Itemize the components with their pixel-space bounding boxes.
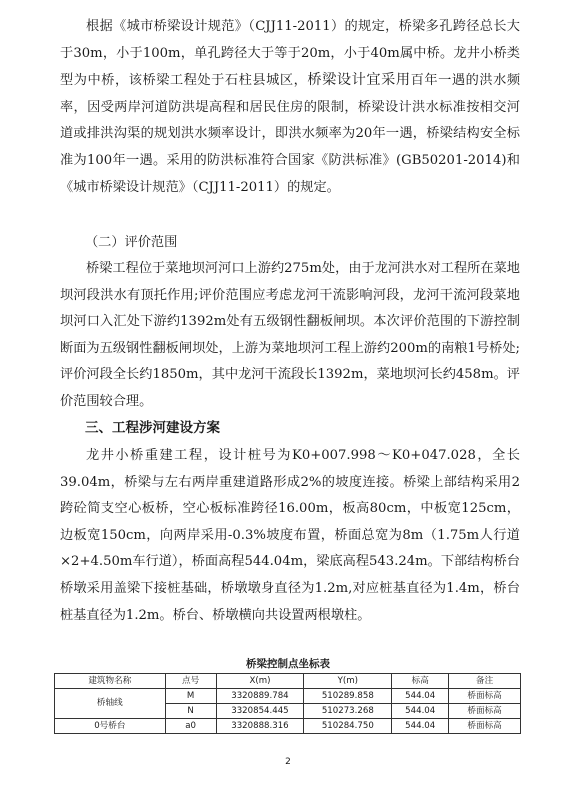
cell-elevation: 544.04 bbox=[392, 719, 449, 734]
cell-point: N bbox=[165, 704, 216, 719]
cell-point: M bbox=[165, 689, 216, 704]
header-building-name: 建筑物名称 bbox=[55, 674, 166, 689]
cell-y: 510289.858 bbox=[304, 689, 392, 704]
cell-x: 3320854.445 bbox=[216, 704, 304, 719]
section-heading: 三、工程涉河建设方案 bbox=[85, 420, 220, 436]
cell-elevation: 544.04 bbox=[392, 689, 449, 704]
cell-note: 桥面标高 bbox=[449, 689, 521, 704]
header-elevation: 标高 bbox=[392, 674, 449, 689]
cell-building-name: 0号桥台 bbox=[55, 719, 166, 734]
cell-x: 3320888.316 bbox=[216, 719, 304, 734]
table-row bbox=[55, 689, 521, 704]
cell-note: 桥面标高 bbox=[449, 719, 521, 734]
cell-elevation: 544.04 bbox=[392, 704, 449, 719]
paragraph-flood-standard-text-2: 百年一遇的洪水频率，因受两岸河道防洪堤高程和居民住房的限制，桥梁设计洪水标准按相交河道或排洪沟渠的规划洪水频率设计，即洪水频率为20年一遇，桥梁结构安全标准为100年一遇。采用的防洪标准符合国家《防洪标准》(GB50201-2014)和《城市桥梁设计规范》（CJJ11-2011）的规定。 bbox=[60, 73, 521, 195]
header-note: 备注 bbox=[449, 674, 521, 689]
table-title: 桥梁控制点坐标表 bbox=[246, 658, 330, 670]
cell-x: 3320889.784 bbox=[216, 689, 304, 704]
paragraph-flood-standard bbox=[60, 14, 520, 201]
header-point: 点号 bbox=[165, 674, 216, 689]
page-number: 2 bbox=[285, 757, 291, 767]
cell-note: 桥面标高 bbox=[449, 704, 521, 719]
control-point-table bbox=[54, 673, 521, 734]
table-header-row bbox=[55, 674, 521, 689]
paragraph-construction-plan: 龙井小桥重建工程，设计桩号为K0+007.998～K0+047.028，全长39.04m，桥梁与左右两岸重建道路形成2%的坡度连接。桥梁上部结构采用2跨砼简支空心板桥，空心板标准跨径16.00m，板高80cm，中板宽125cm，边板宽150cm，向两岸采用-0.3%坡度布置，桥面总宽为8m（1.75m人行道×2+4.50m车行道），桥面高程544.04m，梁底高程543.24m。下部结构桥台桥墩采用盖梁下接桩基础，桥墩墩身直径为1.2m,对应桩基直径为1.4m，桥台桩基直径为1.2m。桥台、桥墩横向共设置两根墩柱。 bbox=[60, 448, 520, 623]
paragraph-flood-standard-highlight: 桥梁设计宜采用 bbox=[307, 72, 411, 89]
header-y: Y(m) bbox=[304, 674, 392, 689]
cell-point: a0 bbox=[165, 719, 216, 734]
paragraph-flood-standard-text-1: 根据《城市桥梁设计规范》（CJJ11-2011）的规定，桥梁多孔跨径总长大于30m，小于100m，单孔跨径大于等于20m，小于40m属中桥。龙井小桥类型为中桥，该桥梁工程处于石柱县城区， bbox=[60, 19, 520, 89]
table-row bbox=[55, 719, 521, 734]
cell-group-name: 桥轴线 bbox=[55, 689, 166, 719]
subsection-heading: （二）评价范围 bbox=[85, 235, 178, 250]
cell-y: 510284.750 bbox=[304, 719, 392, 734]
paragraph-evaluation-scope: 桥梁工程位于菜地坝河河口上游约275m处，由于龙河洪水对工程所在菜地坝河段洪水有顶托作用;评价范围应考虑龙河干流影响河段，龙河干流河段菜地坝河口入汇处下游约1392m处有五级钢性翻板闸坝。本次评价范围的下游控制断面为五级钢性翻板闸坝处，上游为菜地坝河工程上游约200m的南粮1号桥处;评价河段全长约1850m，其中龙河干流段长1392m，菜地坝河长约458m。评价范围较合理。 bbox=[60, 261, 520, 409]
header-x: X(m) bbox=[216, 674, 304, 689]
cell-y: 510273.268 bbox=[304, 704, 392, 719]
